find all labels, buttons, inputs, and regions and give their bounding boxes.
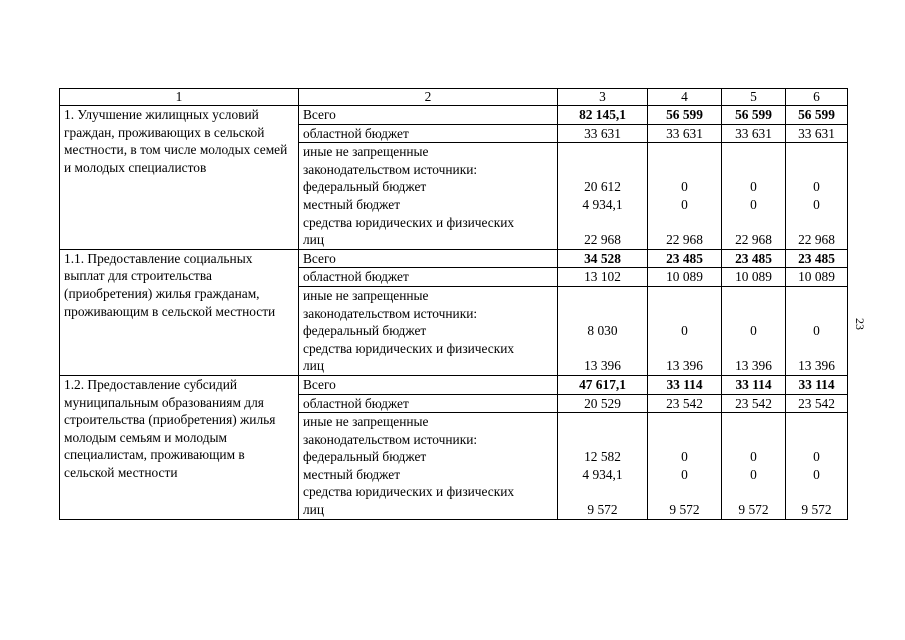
source-label-regional: областной бюджет — [299, 394, 558, 413]
header-cell: 6 — [786, 89, 848, 106]
source-line-label: федеральный бюджет — [303, 323, 427, 339]
other-sources-values — [722, 413, 786, 520]
regional-value: 20 529 — [558, 394, 648, 413]
source-line-value: 22 968 — [584, 232, 621, 248]
regional-value: 10 089 — [786, 268, 848, 287]
source-line-value: 0 — [750, 449, 757, 465]
source-line-value — [726, 287, 781, 305]
source-line-value — [562, 287, 643, 305]
source-line-value — [562, 305, 643, 323]
source-line-value — [790, 161, 843, 179]
total-value: 56 599 — [786, 106, 848, 125]
source-line-value: 0 — [813, 449, 820, 465]
section-total-row — [60, 375, 848, 394]
source-line-value — [562, 214, 643, 232]
source-line-label: законодательством источники: — [303, 161, 478, 177]
source-line-value — [790, 483, 843, 501]
source-line-value: 0 — [681, 196, 688, 212]
header-cell: 5 — [722, 89, 786, 106]
source-line-value — [652, 340, 717, 358]
budget-table — [59, 88, 848, 520]
source-line-value — [790, 143, 843, 161]
other-sources-values — [648, 143, 722, 250]
source-line-value: 0 — [813, 323, 820, 339]
activity-name: 1.1. Предоставление социальных выплат для строительства (приобретения) жилья гражданам, проживающим в сельской местности — [60, 249, 299, 375]
source-line-value — [790, 413, 843, 431]
source-line-value: 0 — [750, 323, 757, 339]
source-line-value — [562, 143, 643, 161]
source-line-value: 8 030 — [587, 323, 618, 339]
other-sources-labels — [299, 286, 558, 375]
source-line-label: федеральный бюджет — [303, 179, 427, 195]
source-line-label: местный бюджет — [303, 196, 401, 212]
source-line-value: 9 572 — [738, 502, 769, 518]
source-line-label: лиц — [303, 502, 325, 518]
source-line-value — [790, 431, 843, 449]
source-line-value: 9 572 — [669, 502, 700, 518]
total-value: 33 114 — [786, 375, 848, 394]
regional-value: 33 631 — [786, 124, 848, 143]
source-line-label: средства юридических и физических — [303, 484, 515, 500]
source-line-value — [562, 431, 643, 449]
source-line-value — [726, 214, 781, 232]
regional-value: 33 631 — [648, 124, 722, 143]
header-cell: 4 — [648, 89, 722, 106]
source-line-value — [790, 287, 843, 305]
source-line-label: иные не запрещенные — [303, 144, 429, 160]
source-line-value — [726, 340, 781, 358]
regional-value: 10 089 — [722, 268, 786, 287]
source-line-label: местный бюджет — [303, 466, 401, 482]
source-line-value: 0 — [750, 179, 757, 195]
source-line-label: лиц — [303, 358, 325, 374]
section-total-row — [60, 249, 848, 268]
regional-value: 10 089 — [648, 268, 722, 287]
source-line-value: 0 — [813, 466, 820, 482]
source-line-value: 0 — [813, 196, 820, 212]
header-cell: 1 — [60, 89, 299, 106]
source-line-label: законодательством источники: — [303, 431, 478, 447]
other-sources-values — [648, 413, 722, 520]
header-cell: 3 — [558, 89, 648, 106]
source-line-value: 22 968 — [798, 232, 835, 248]
source-line-value — [726, 483, 781, 501]
source-line-value — [790, 340, 843, 358]
section-total-row — [60, 106, 848, 125]
total-value: 56 599 — [722, 106, 786, 125]
source-line-value: 0 — [681, 179, 688, 195]
source-line-value: 0 — [681, 466, 688, 482]
source-line-value — [726, 305, 781, 323]
total-value: 82 145,1 — [558, 106, 648, 125]
activity-name: 1. Улучшение жилищных условий граждан, проживающих в сельской местности, в том числе молодых семей и молодых специалистов — [60, 106, 299, 250]
source-line-label: лиц — [303, 232, 325, 248]
other-sources-values — [786, 413, 848, 520]
source-line-value — [562, 161, 643, 179]
source-label-total: Всего — [299, 375, 558, 394]
source-line-value — [652, 287, 717, 305]
source-line-value: 0 — [681, 449, 688, 465]
source-line-value: 0 — [750, 466, 757, 482]
source-line-value — [726, 431, 781, 449]
total-value: 56 599 — [648, 106, 722, 125]
source-line-value: 22 968 — [735, 232, 772, 248]
regional-value: 23 542 — [722, 394, 786, 413]
header-row — [60, 89, 848, 106]
source-line-label: средства юридических и физических — [303, 214, 515, 230]
source-line-value — [562, 340, 643, 358]
source-line-value: 12 582 — [584, 449, 621, 465]
source-line-label: иные не запрещенные — [303, 287, 429, 303]
activity-name: 1.2. Предоставление субсидий муниципальным образованиям для строительства (приобретения) жилья молодым семьям и молодым специалистам, проживающим в сельской местности — [60, 375, 299, 519]
regional-value: 23 542 — [648, 394, 722, 413]
source-line-value: 22 968 — [666, 232, 703, 248]
source-line-value: 13 396 — [584, 358, 621, 374]
source-line-value: 9 572 — [587, 502, 618, 518]
source-line-value: 13 396 — [798, 358, 835, 374]
source-line-value — [562, 483, 643, 501]
other-sources-labels — [299, 143, 558, 250]
source-line-value — [790, 305, 843, 323]
other-sources-values — [722, 143, 786, 250]
total-value: 23 485 — [786, 249, 848, 268]
total-value: 34 528 — [558, 249, 648, 268]
source-line-label: законодательством источники: — [303, 305, 478, 321]
header-cell: 2 — [299, 89, 558, 106]
regional-value: 13 102 — [558, 268, 648, 287]
other-sources-values — [648, 286, 722, 375]
source-line-value — [726, 161, 781, 179]
source-label-regional: областной бюджет — [299, 268, 558, 287]
source-line-value — [726, 413, 781, 431]
budget-table-body — [60, 89, 848, 520]
source-line-value — [652, 483, 717, 501]
other-sources-values — [786, 143, 848, 250]
total-value: 33 114 — [722, 375, 786, 394]
other-sources-values — [558, 413, 648, 520]
other-sources-values — [558, 286, 648, 375]
source-line-value — [652, 413, 717, 431]
source-line-value — [652, 161, 717, 179]
source-line-value — [652, 143, 717, 161]
source-line-value: 13 396 — [735, 358, 772, 374]
other-sources-values — [722, 286, 786, 375]
regional-value: 33 631 — [722, 124, 786, 143]
source-line-value: 0 — [681, 323, 688, 339]
source-line-value — [790, 214, 843, 232]
source-line-label: иные не запрещенные — [303, 414, 429, 430]
source-line-label: средства юридических и физических — [303, 340, 515, 356]
source-line-value: 0 — [813, 179, 820, 195]
page-number: 23 — [853, 318, 867, 330]
source-line-label: федеральный бюджет — [303, 449, 427, 465]
source-line-value: 0 — [750, 196, 757, 212]
source-line-value — [562, 413, 643, 431]
source-line-value — [652, 305, 717, 323]
source-line-value: 13 396 — [666, 358, 703, 374]
other-sources-values — [786, 286, 848, 375]
source-line-value — [652, 431, 717, 449]
source-label-total: Всего — [299, 249, 558, 268]
total-value: 23 485 — [648, 249, 722, 268]
source-line-value — [652, 214, 717, 232]
source-line-value: 20 612 — [584, 179, 621, 195]
source-line-value: 4 934,1 — [582, 196, 623, 212]
source-line-value: 4 934,1 — [582, 466, 623, 482]
other-sources-labels — [299, 413, 558, 520]
source-line-value: 9 572 — [801, 502, 832, 518]
source-label-regional: областной бюджет — [299, 124, 558, 143]
source-label-total: Всего — [299, 106, 558, 125]
total-value: 47 617,1 — [558, 375, 648, 394]
total-value: 23 485 — [722, 249, 786, 268]
source-line-value — [726, 143, 781, 161]
total-value: 33 114 — [648, 375, 722, 394]
regional-value: 23 542 — [786, 394, 848, 413]
regional-value: 33 631 — [558, 124, 648, 143]
other-sources-values — [558, 143, 648, 250]
